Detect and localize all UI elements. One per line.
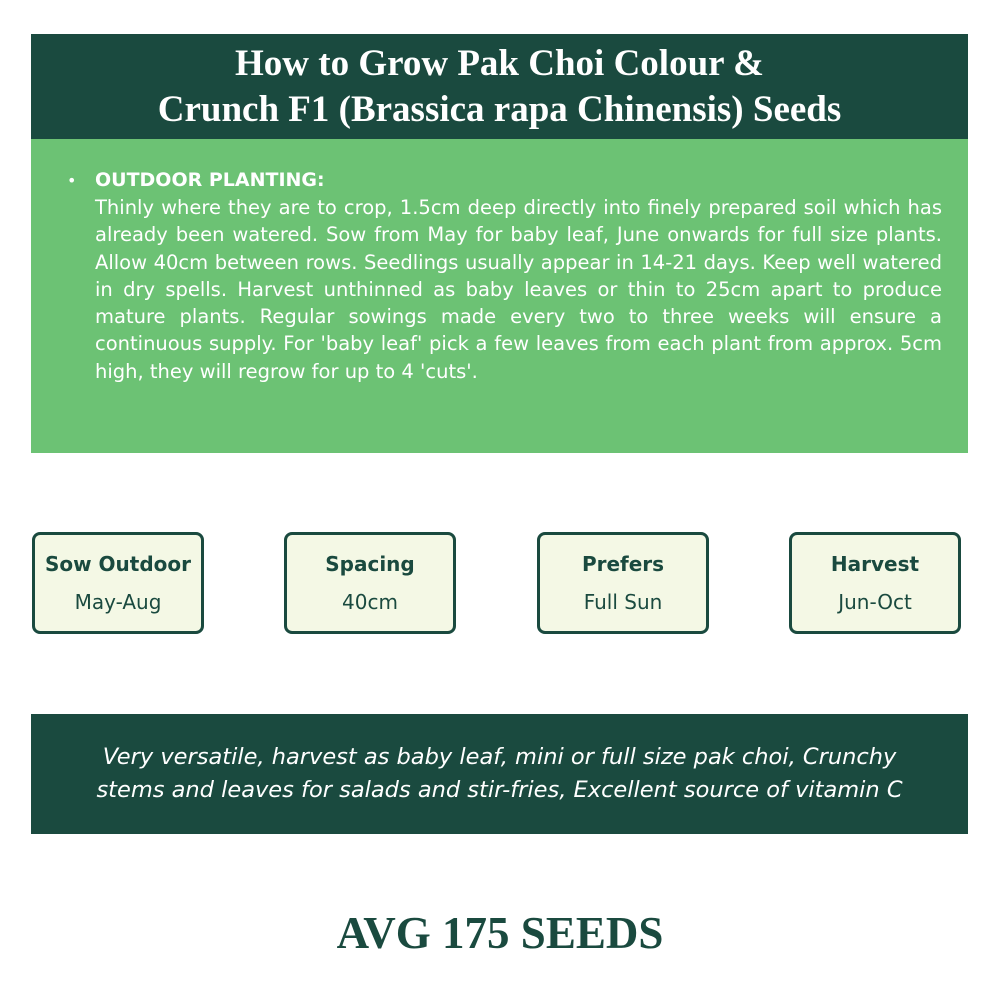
list-item [67,167,942,385]
instruction-content [95,167,942,385]
stat-card-sow-outdoor [32,532,204,634]
seed-count: AVG 175 SEEDS [336,908,664,958]
stat-label: Prefers [581,552,665,576]
tagline-text: Very versatile, harvest as baby leaf, mini or full size pak choi, Crunchy stems and leaves for salads and stir-fries, Excellent source of vitamin C [96,744,903,803]
stat-card-spacing [284,532,456,634]
stat-label: Harvest [830,552,920,576]
stat-value: 40cm [342,590,398,614]
instructions-panel [31,139,968,453]
stat-card-prefers [537,532,709,634]
instruction-text: Thinly where they are to crop, 1.5cm deep directly into finely prepared soil which has already been watered. Sow from May for baby leaf, June onwards for full size plants. Allow 40cm between rows. Seedlings usually appear in 14-21 days. Keep well watered in dry spells. Harvest unthinned as baby leaves or thin to 25cm apart to produce mature plants. Regular sowings made every two to three weeks will ensure a continuous supply. For 'baby leaf' pick a few leaves from each plant from approx. 5cm high, they will regrow for up to 4 'cuts'. [95,196,942,383]
stat-label: Spacing [325,552,415,576]
stat-value: Jun-Oct [838,590,912,614]
stat-value: May-Aug [74,590,162,614]
stat-label: Sow Outdoor [44,552,192,576]
title-banner [31,34,968,139]
tagline-banner [31,714,968,834]
instruction-heading: OUTDOOR PLANTING: [95,169,325,191]
stat-card-harvest [789,532,961,634]
bullet-icon: • [67,171,77,190]
stat-value: Full Sun [583,590,663,614]
page-title: How to Grow Pak Choi Colour & Crunch F1 (Brassica rapa Chinensis) Seeds [157,42,842,130]
